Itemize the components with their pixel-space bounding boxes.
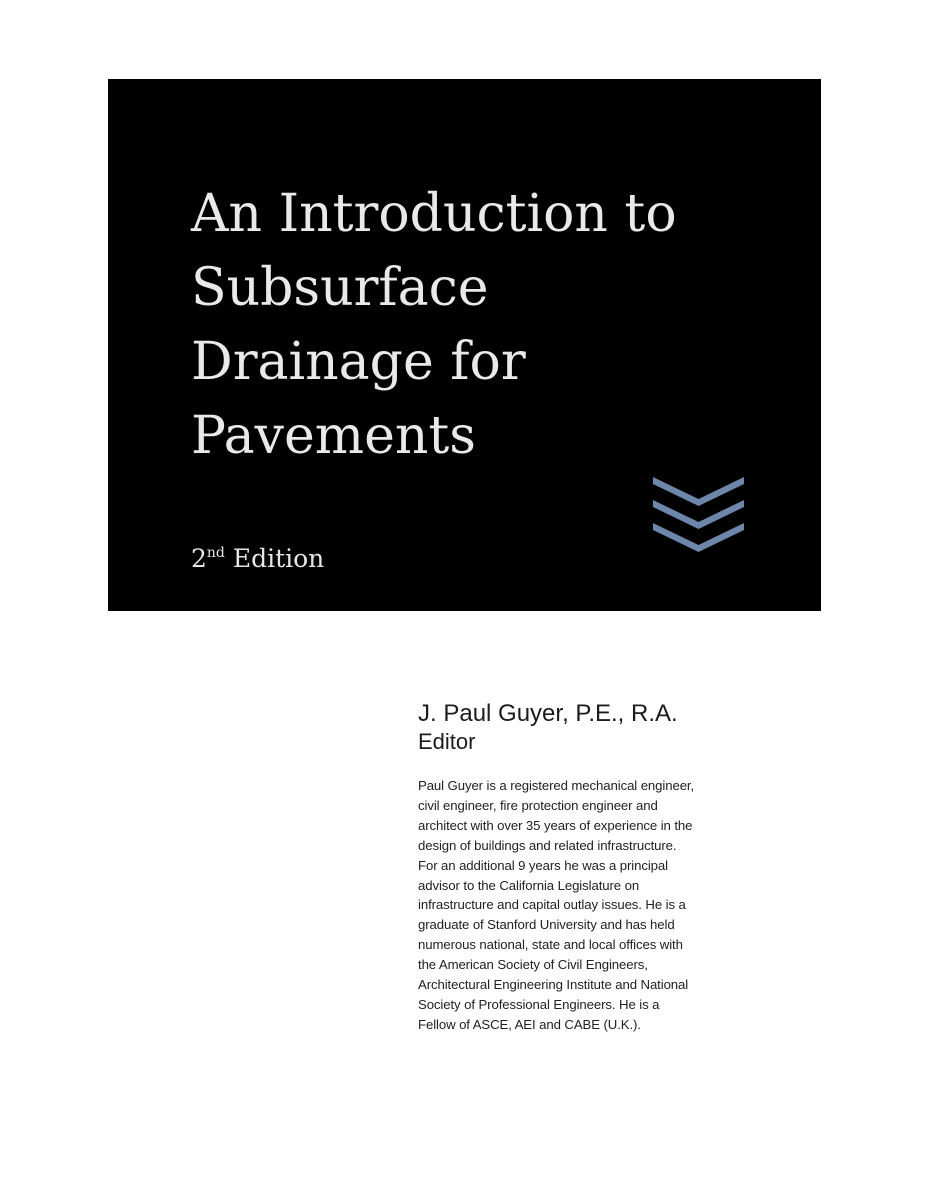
bio-line: Society of Professional Engineers. He is a [418,996,660,1012]
bio-line: Paul Guyer is a registered mechanical engineer, [418,778,695,793]
bio-line: For an additional 9 years he was a principal [418,857,668,873]
cover-panel [108,79,821,611]
edition-label [191,541,324,577]
title-line: Pavements [191,406,476,466]
book-title [191,177,791,473]
title-line: Drainage for [191,332,526,392]
triple-chevron-down-icon [651,477,746,557]
bio-line: advisor to the California Legislature on [418,877,640,893]
edition-ordinal-suffix: nd [206,545,225,561]
title-line: Subsurface [191,258,489,318]
bio-line: Fellow of ASCE, AEI and CABE (U.K.). [418,1016,641,1032]
chevron-top [653,477,744,506]
bio-line: civil engineer, fire protection engineer and [418,797,658,813]
bio-line: design of buildings and related infrastructure. [418,837,677,853]
title-line: An Introduction to [191,184,677,244]
edition-number: 2 [191,544,207,573]
bio-line: architect with over 35 years of experience in the [418,817,693,833]
bio-line: infrastructure and capital outlay issues. He is a [418,897,686,913]
bio-line: Architectural Engineering Institute and National [418,977,689,993]
bio-line: numerous national, state and local offices with [418,937,683,953]
author-role: Editor [418,729,476,754]
author-bio [418,776,783,1035]
edition-word: Edition [232,544,325,573]
bio-line: graduate of Stanford University and has held [418,917,675,933]
author-block [418,700,798,756]
author-name: J. Paul Guyer, P.E., R.A. [418,700,678,727]
bio-line: the American Society of Civil Engineers, [418,957,648,973]
